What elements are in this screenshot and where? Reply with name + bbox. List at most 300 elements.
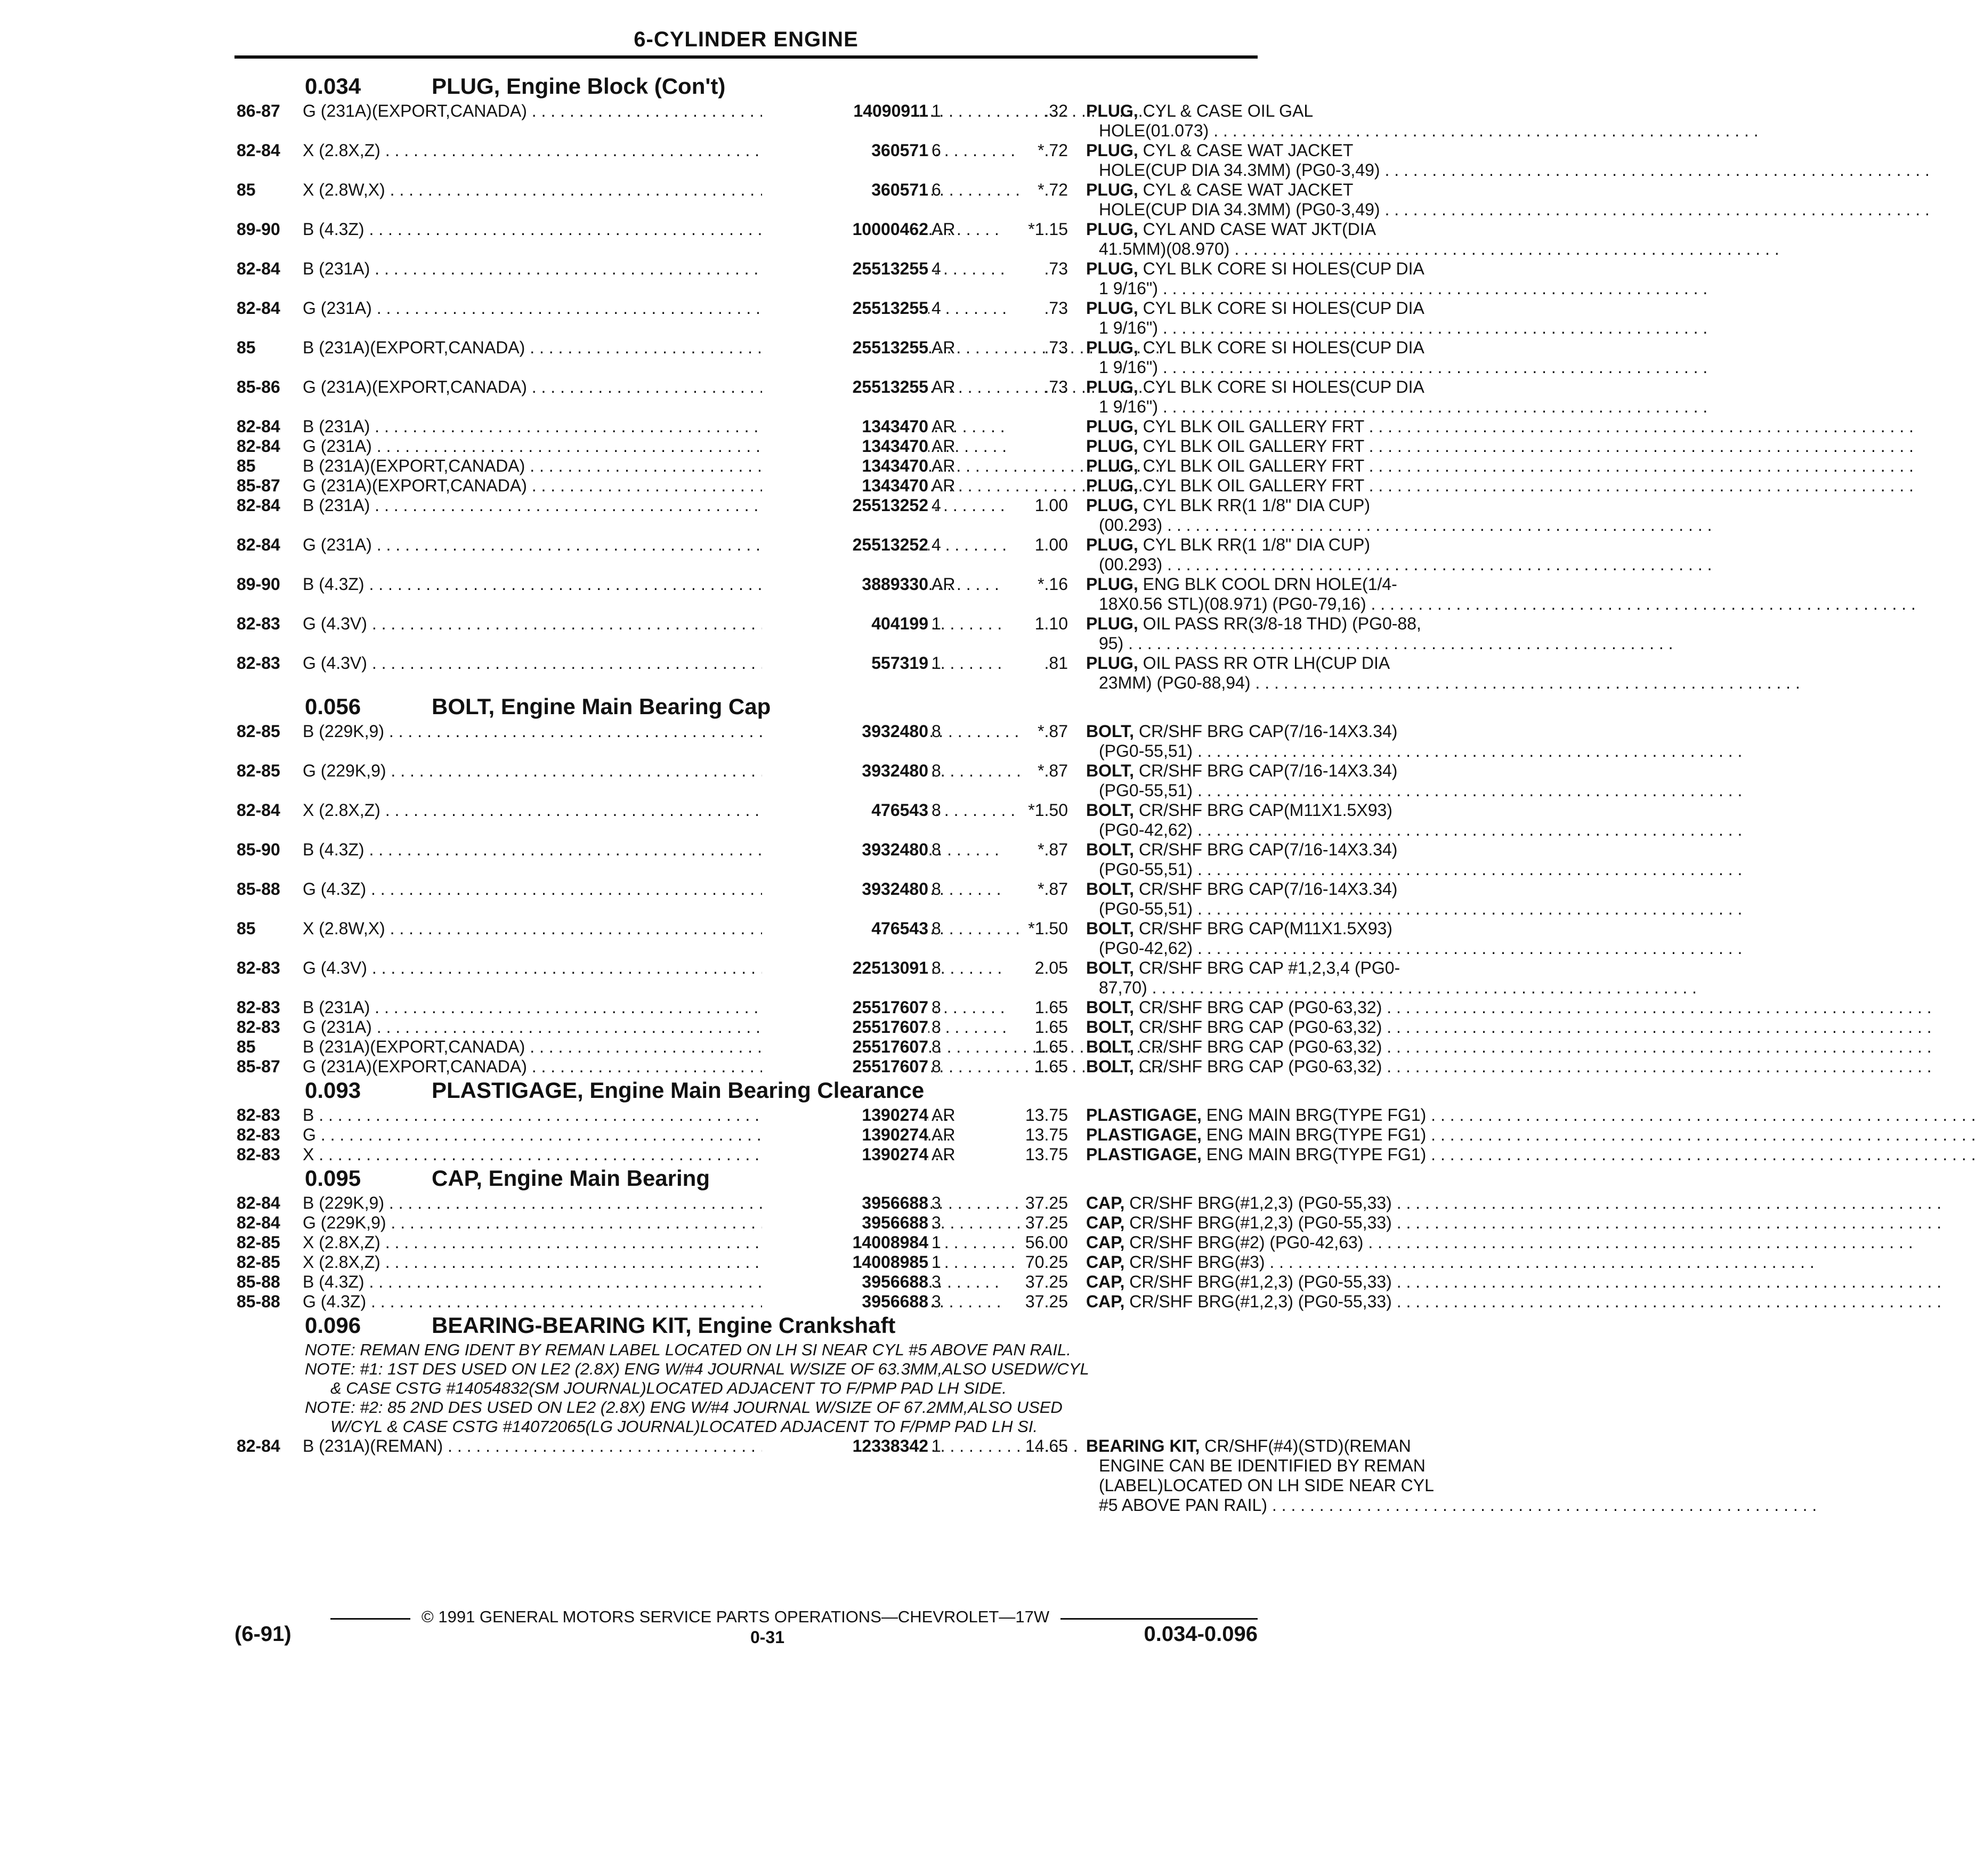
- part-description: [1086, 998, 1491, 1017]
- description-heading: PLUG,: [1086, 141, 1138, 160]
- description-text: CR/SHF BRG CAP(7/16-14X3.34): [1138, 722, 1398, 741]
- part-description: [1086, 220, 1491, 259]
- description-heading: CAP,: [1086, 1292, 1125, 1311]
- description-heading: PLUG,: [1086, 298, 1138, 318]
- section-heading: [234, 1312, 1263, 1340]
- description-text: CYL & CASE WAT JACKET: [1143, 180, 1354, 199]
- description-line: [1086, 338, 1491, 358]
- quantity: 3: [932, 1292, 941, 1311]
- part-description: [1086, 958, 1491, 998]
- part-row: [234, 653, 1390, 693]
- model-years: 85-87: [237, 1057, 280, 1076]
- quantity: 8: [932, 761, 941, 780]
- footer-copyright: © 1991 GENERAL MOTORS SERVICE PARTS OPERATIONS—CHEVROLET—17W: [421, 1607, 1050, 1626]
- model-years: 85-90: [237, 840, 280, 859]
- description-line: [1086, 939, 1491, 958]
- vehicle-model: G (4.3V) . . .: [303, 958, 822, 978]
- description-heading: BOLT,: [1086, 879, 1135, 899]
- price: 37.25: [1025, 1272, 1068, 1291]
- description-line: [1086, 456, 1491, 476]
- description-line: [1086, 634, 1491, 653]
- description-line: [1086, 1057, 1491, 1077]
- description-text: 1 9/16"): [1099, 279, 1158, 298]
- description-heading: CAP,: [1086, 1252, 1125, 1272]
- part-number: 25513255: [762, 338, 928, 358]
- section-title: PLASTIGAGE, Engine Main Bearing Clearance: [432, 1078, 925, 1103]
- vehicle-model: X (2.8W,X) . . .: [303, 180, 822, 200]
- model-years: 82-84: [237, 417, 280, 436]
- quantity: 8: [932, 919, 941, 938]
- section-note: NOTE: #2: 85 2ND DES USED ON LE2 (2.8X) ENG W/#4 JOURNAL W/SIZE OF 67.2MM,ALSO USED: [305, 1398, 1063, 1417]
- part-description: [1086, 919, 1491, 958]
- description-line: [1086, 220, 1491, 239]
- description-text: (LABEL)LOCATED ON LH SIDE NEAR CYL: [1099, 1476, 1434, 1495]
- description-heading: PLASTIGAGE,: [1086, 1105, 1202, 1125]
- section-heading: [234, 72, 1263, 101]
- description-line: [1086, 200, 1491, 220]
- description-text: ENG MAIN BRG(TYPE FG1): [1206, 1105, 1427, 1125]
- part-number: 3889330: [762, 575, 928, 594]
- description-text: ENG BLK COOL DRN HOLE(1/4-: [1143, 575, 1397, 594]
- part-description: [1086, 259, 1491, 298]
- part-description: [1086, 840, 1491, 879]
- description-text: (PG0-42,62): [1099, 820, 1193, 839]
- model-years: 82-84: [237, 298, 280, 318]
- model-years: 85-88: [237, 879, 280, 899]
- price: *.72: [1038, 180, 1068, 199]
- quantity: AR: [932, 338, 955, 357]
- description-heading: PLUG,: [1086, 377, 1138, 397]
- description-line: [1086, 899, 1491, 919]
- part-number: 1390274: [762, 1105, 928, 1125]
- description-line: [1086, 515, 1491, 535]
- part-description: [1086, 614, 1491, 653]
- description-text: CYL BLK OIL GALLERY FRT: [1143, 456, 1364, 475]
- part-row: [234, 958, 1400, 998]
- description-text: (PG0-55,51): [1099, 741, 1193, 761]
- model-years: 82-84: [237, 259, 280, 278]
- description-line: [1086, 1252, 1491, 1272]
- part-description: [1086, 653, 1491, 693]
- price: 2.05: [1034, 958, 1068, 977]
- vehicle-model: B (231A)(EXPORT,CANADA) . . .: [303, 1037, 822, 1057]
- model-years: 82-84: [237, 1213, 280, 1232]
- description-line: [1086, 298, 1491, 318]
- price: *.16: [1038, 575, 1068, 594]
- description-heading: PLUG,: [1086, 220, 1138, 239]
- part-description: [1086, 417, 1491, 436]
- description-line: [1086, 141, 1491, 160]
- description-line: [1086, 800, 1491, 820]
- description-heading: BEARING KIT,: [1086, 1436, 1200, 1455]
- description-text: CR/SHF BRG CAP(M11X1.5X93): [1138, 919, 1392, 938]
- part-row: [234, 496, 1370, 535]
- section-title: CAP, Engine Main Bearing: [432, 1166, 710, 1191]
- description-heading: CAP,: [1086, 1213, 1125, 1232]
- vehicle-model: B (231A) . . .: [303, 496, 822, 515]
- part-description: [1086, 476, 1491, 496]
- model-years: 82-85: [237, 761, 280, 780]
- description-text: CYL BLK RR(1 1/8" DIA CUP): [1143, 535, 1370, 554]
- description-line: [1086, 279, 1491, 298]
- part-row: [234, 1105, 1427, 1125]
- part-number: 12338342: [762, 1436, 928, 1456]
- part-row: [234, 1252, 1263, 1272]
- vehicle-model: X (2.8W,X) . . .: [303, 919, 822, 939]
- part-description: [1086, 761, 1491, 800]
- vehicle-model: B . . .: [303, 1105, 822, 1125]
- description-text: 95): [1099, 634, 1124, 653]
- part-row: [234, 840, 1398, 879]
- part-description: [1086, 1193, 1491, 1213]
- part-row: [234, 575, 1397, 614]
- description-line: [1086, 820, 1491, 840]
- vehicle-model: G (231A)(EXPORT,CANADA) . . .: [303, 377, 822, 397]
- part-number: 1390274: [762, 1125, 928, 1145]
- description-text: CYL & CASE OIL GAL: [1143, 101, 1314, 120]
- description-line: [1086, 741, 1491, 761]
- vehicle-model: B (4.3Z) . . .: [303, 220, 822, 239]
- price: 1.65: [1034, 998, 1068, 1017]
- part-description: [1086, 800, 1491, 840]
- vehicle-model: X (2.8X,Z) . . .: [303, 800, 822, 820]
- description-text: CR/SHF BRG CAP #1,2,3,4 (PG0-: [1138, 958, 1400, 977]
- description-line: [1086, 239, 1491, 259]
- model-years: 85-86: [237, 377, 280, 397]
- part-row: [234, 298, 1424, 338]
- quantity: 1: [932, 614, 941, 633]
- part-description: [1086, 496, 1491, 535]
- part-row: [234, 1292, 1392, 1312]
- part-row: [234, 1193, 1392, 1213]
- model-years: 82-84: [237, 535, 280, 554]
- description-text: (00.293): [1099, 555, 1163, 574]
- part-row: [234, 101, 1314, 141]
- quantity: 8: [932, 1037, 941, 1056]
- description-line: [1086, 781, 1491, 800]
- description-line: [1086, 1105, 1491, 1125]
- quantity: 4: [932, 496, 941, 515]
- part-number: 25517607: [762, 998, 928, 1017]
- section-heading: [234, 1165, 1263, 1193]
- description-line: [1086, 1495, 1491, 1515]
- price: .81: [1044, 653, 1068, 673]
- description-line: [1086, 160, 1491, 180]
- description-line: [1086, 1272, 1491, 1292]
- description-text: CR/SHF BRG(#1,2,3) (PG0-55,33): [1129, 1272, 1392, 1291]
- model-years: 85-88: [237, 1292, 280, 1311]
- price: 13.75: [1025, 1125, 1068, 1144]
- part-number: 360571: [762, 180, 928, 200]
- description-heading: PLUG,: [1086, 101, 1138, 120]
- section-number: 0.093: [305, 1078, 361, 1103]
- part-description: [1086, 141, 1491, 180]
- vehicle-model: G (4.3Z) . . .: [303, 1292, 822, 1312]
- quantity: 6: [932, 141, 941, 160]
- vehicle-model: X . . .: [303, 1145, 822, 1165]
- model-years: 82-85: [237, 1252, 280, 1272]
- vehicle-model: G . . .: [303, 1125, 822, 1145]
- vehicle-model: G (231A)(EXPORT,CANADA) . . .: [303, 476, 822, 496]
- part-description: [1086, 436, 1491, 456]
- part-row: [234, 1233, 1364, 1252]
- part-number: 476543: [762, 800, 928, 820]
- description-text: 23MM) (PG0-88,94): [1099, 673, 1251, 692]
- vehicle-model: B (4.3Z) . . .: [303, 840, 822, 860]
- model-years: 82-84: [237, 436, 280, 456]
- description-text: CR/SHF BRG(#1,2,3) (PG0-55,33): [1129, 1193, 1392, 1212]
- part-number: 25513252: [762, 535, 928, 555]
- model-years: 82-85: [237, 1233, 280, 1252]
- description-heading: BOLT,: [1086, 761, 1135, 780]
- vehicle-model: G (231A) . . .: [303, 1017, 822, 1037]
- description-text: CYL AND CASE WAT JKT(DIA: [1143, 220, 1376, 239]
- model-years: 82-83: [237, 1105, 280, 1125]
- description-line: [1086, 436, 1491, 456]
- description-text: #5 ABOVE PAN RAIL): [1099, 1495, 1267, 1515]
- description-heading: PLUG,: [1086, 575, 1138, 594]
- price: .32: [1044, 101, 1068, 120]
- quantity: 3: [932, 1213, 941, 1232]
- description-text: CR/SHF BRG CAP (PG0-63,32): [1138, 1057, 1382, 1076]
- description-text: HOLE(CUP DIA 34.3MM) (PG0-3,49): [1099, 160, 1380, 180]
- description-line: [1086, 1125, 1491, 1145]
- description-text: HOLE(CUP DIA 34.3MM) (PG0-3,49): [1099, 200, 1380, 219]
- part-number: 557319: [762, 653, 928, 673]
- model-years: 82-84: [237, 496, 280, 515]
- model-years: 82-85: [237, 722, 280, 741]
- part-description: [1086, 575, 1491, 614]
- description-line: [1086, 318, 1491, 338]
- price: *1.15: [1028, 220, 1068, 239]
- model-years: 82-84: [237, 800, 280, 820]
- part-number: 25517607: [762, 1037, 928, 1057]
- description-heading: CAP,: [1086, 1193, 1125, 1212]
- description-text: OIL PASS RR OTR LH(CUP DIA: [1143, 653, 1390, 673]
- part-row: [234, 998, 1382, 1017]
- quantity: AR: [932, 575, 955, 594]
- model-years: 82-83: [237, 1125, 280, 1144]
- part-row: [234, 476, 1364, 496]
- model-years: 85-88: [237, 1272, 280, 1291]
- description-text: CYL & CASE WAT JACKET: [1143, 141, 1354, 160]
- model-years: 89-90: [237, 575, 280, 594]
- part-description: [1086, 377, 1491, 417]
- quantity: AR: [932, 456, 955, 475]
- part-row: [234, 1017, 1382, 1037]
- quantity: AR: [932, 220, 955, 239]
- description-line: [1086, 496, 1491, 515]
- header-rule: [234, 55, 1258, 59]
- model-years: 86-87: [237, 101, 280, 120]
- model-years: 82-84: [237, 1436, 280, 1455]
- description-line: [1086, 377, 1491, 397]
- description-heading: PLASTIGAGE,: [1086, 1125, 1202, 1144]
- part-row: [234, 180, 1380, 220]
- description-heading: PLUG,: [1086, 653, 1138, 673]
- part-description: [1086, 456, 1491, 476]
- vehicle-model: B (231A)(REMAN) . . .: [303, 1436, 822, 1456]
- description-text: 41.5MM)(08.970): [1099, 239, 1230, 258]
- description-text: OIL PASS RR(3/8-18 THD) (PG0-88,: [1143, 614, 1421, 633]
- model-years: 82-83: [237, 1017, 280, 1037]
- part-description: [1086, 1017, 1491, 1037]
- vehicle-model: B (231A) . . .: [303, 417, 822, 436]
- quantity: AR: [932, 436, 955, 456]
- part-number: 1390274: [762, 1145, 928, 1165]
- part-row: [234, 761, 1398, 800]
- model-years: 82-83: [237, 1145, 280, 1164]
- description-text: (PG0-55,51): [1099, 781, 1193, 800]
- part-row: [234, 722, 1398, 761]
- description-text: CYL BLK CORE SI HOLES(CUP DIA: [1143, 298, 1424, 318]
- section-number: 0.095: [305, 1166, 361, 1191]
- description-text: CR/SHF BRG CAP(7/16-14X3.34): [1138, 761, 1398, 780]
- description-heading: PLUG,: [1086, 476, 1138, 495]
- price: 1.65: [1034, 1037, 1068, 1056]
- quantity: 8: [932, 879, 941, 899]
- vehicle-model: G (4.3V) . . .: [303, 653, 822, 673]
- part-row: [234, 1057, 1382, 1077]
- quantity: 4: [932, 259, 941, 278]
- part-row: [234, 1145, 1427, 1165]
- model-years: 82-83: [237, 653, 280, 673]
- description-line: [1086, 476, 1491, 496]
- part-number: 476543: [762, 919, 928, 939]
- description-line: [1086, 1456, 1491, 1476]
- description-heading: PLUG,: [1086, 614, 1138, 633]
- description-line: [1086, 1436, 1491, 1456]
- description-heading: PLASTIGAGE,: [1086, 1145, 1202, 1164]
- part-row: [234, 417, 1364, 436]
- vehicle-model: X (2.8X,Z) . . .: [303, 1233, 822, 1252]
- description-text: CR/SHF BRG CAP (PG0-63,32): [1138, 1017, 1382, 1037]
- part-number: 10000462: [762, 220, 928, 239]
- part-row: [234, 879, 1398, 919]
- vehicle-model: G (229K,9) . . .: [303, 761, 822, 781]
- vehicle-model: X (2.8X,Z) . . .: [303, 141, 822, 160]
- description-text: 1 9/16"): [1099, 358, 1158, 377]
- description-line: [1086, 1145, 1491, 1165]
- part-number: 1343470: [762, 456, 928, 476]
- vehicle-model: G (231A)(EXPORT,CANADA) . . .: [303, 1057, 822, 1077]
- description-text: 87,70): [1099, 978, 1147, 997]
- quantity: 1: [932, 1252, 941, 1272]
- part-number: 14008984: [762, 1233, 928, 1252]
- price: .73: [1044, 298, 1068, 318]
- description-line: [1086, 417, 1491, 436]
- description-heading: PLUG,: [1086, 259, 1138, 278]
- model-years: 82-83: [237, 998, 280, 1017]
- price: 1.00: [1034, 496, 1068, 515]
- description-text: HOLE(01.073): [1099, 121, 1209, 140]
- vehicle-model: G (231A) . . .: [303, 535, 822, 555]
- page-title: 6-CYLINDER ENGINE: [634, 28, 859, 51]
- section-note: & CASE CSTG #14054832(SM JOURNAL)LOCATED ADJACENT TO F/PMP PAD LH SIDE.: [330, 1379, 1007, 1397]
- description-heading: PLUG,: [1086, 417, 1138, 436]
- price: 1.10: [1034, 614, 1068, 633]
- part-number: 14090911: [762, 101, 928, 121]
- price: 70.25: [1025, 1252, 1068, 1272]
- part-number: 3932480: [762, 879, 928, 899]
- part-row: [234, 535, 1370, 575]
- model-years: 85: [237, 919, 256, 938]
- part-number: 25513255: [762, 259, 928, 279]
- description-line: [1086, 761, 1491, 781]
- part-row: [234, 141, 1380, 180]
- price: .73: [1044, 259, 1068, 278]
- model-years: 85: [237, 456, 256, 475]
- price: *.87: [1038, 761, 1068, 780]
- quantity: 8: [932, 840, 941, 859]
- price: *1.50: [1028, 800, 1068, 820]
- price: *.72: [1038, 141, 1068, 160]
- price: *1.50: [1028, 919, 1068, 938]
- part-description: [1086, 879, 1491, 919]
- description-text: CYL BLK OIL GALLERY FRT: [1143, 436, 1364, 456]
- vehicle-model: X (2.8X,Z) . . .: [303, 1252, 822, 1272]
- quantity: AR: [932, 1105, 955, 1125]
- description-text: CR/SHF(#4)(STD)(REMAN: [1204, 1436, 1411, 1455]
- price: *.87: [1038, 840, 1068, 859]
- model-years: 82-84: [237, 1193, 280, 1212]
- description-heading: BOLT,: [1086, 958, 1135, 977]
- quantity: AR: [932, 1125, 955, 1144]
- part-description: [1086, 1252, 1491, 1272]
- description-text: 18X0.56 STL)(08.971) (PG0-79,16): [1099, 594, 1366, 613]
- part-number: 3932480: [762, 761, 928, 781]
- description-text: CYL BLK RR(1 1/8" DIA CUP): [1143, 496, 1370, 515]
- quantity: 1: [932, 1233, 941, 1252]
- price: 14.65: [1025, 1436, 1068, 1455]
- price: .73: [1044, 377, 1068, 397]
- quantity: AR: [932, 417, 955, 436]
- description-text: CR/SHF BRG CAP(7/16-14X3.34): [1138, 879, 1398, 899]
- part-number: 25513252: [762, 496, 928, 515]
- description-heading: PLUG,: [1086, 535, 1138, 554]
- description-text: (00.293): [1099, 515, 1163, 535]
- price: 13.75: [1025, 1105, 1068, 1125]
- description-line: [1086, 919, 1491, 939]
- description-line: [1086, 998, 1491, 1017]
- model-years: 85: [237, 1037, 256, 1056]
- model-years: 85: [237, 180, 256, 199]
- vehicle-model: B (229K,9) . . .: [303, 722, 822, 741]
- quantity: 3: [932, 1193, 941, 1212]
- description-line: [1086, 180, 1491, 200]
- vehicle-model: B (231A)(EXPORT,CANADA) . . .: [303, 338, 822, 358]
- description-line: [1086, 978, 1491, 998]
- vehicle-model: G (231A)(EXPORT,CANADA) . . .: [303, 101, 822, 121]
- price: 1.65: [1034, 1017, 1068, 1037]
- description-heading: PLUG,: [1086, 496, 1138, 515]
- description-text: CR/SHF BRG(#1,2,3) (PG0-55,33): [1129, 1292, 1392, 1311]
- description-text: CR/SHF BRG CAP (PG0-63,32): [1138, 1037, 1382, 1056]
- part-row: [234, 919, 1392, 958]
- description-text: CYL BLK OIL GALLERY FRT: [1143, 476, 1364, 495]
- description-text: ENG MAIN BRG(TYPE FG1): [1206, 1125, 1427, 1144]
- quantity: 8: [932, 800, 941, 820]
- part-description: [1086, 338, 1491, 377]
- description-heading: BOLT,: [1086, 998, 1135, 1017]
- part-row: [234, 377, 1424, 417]
- part-row: [234, 436, 1364, 456]
- description-line: [1086, 1292, 1491, 1312]
- price: 1.00: [1034, 535, 1068, 554]
- description-text: CR/SHF BRG CAP(M11X1.5X93): [1138, 800, 1392, 820]
- part-number: 1343470: [762, 417, 928, 436]
- part-number: 1343470: [762, 476, 928, 496]
